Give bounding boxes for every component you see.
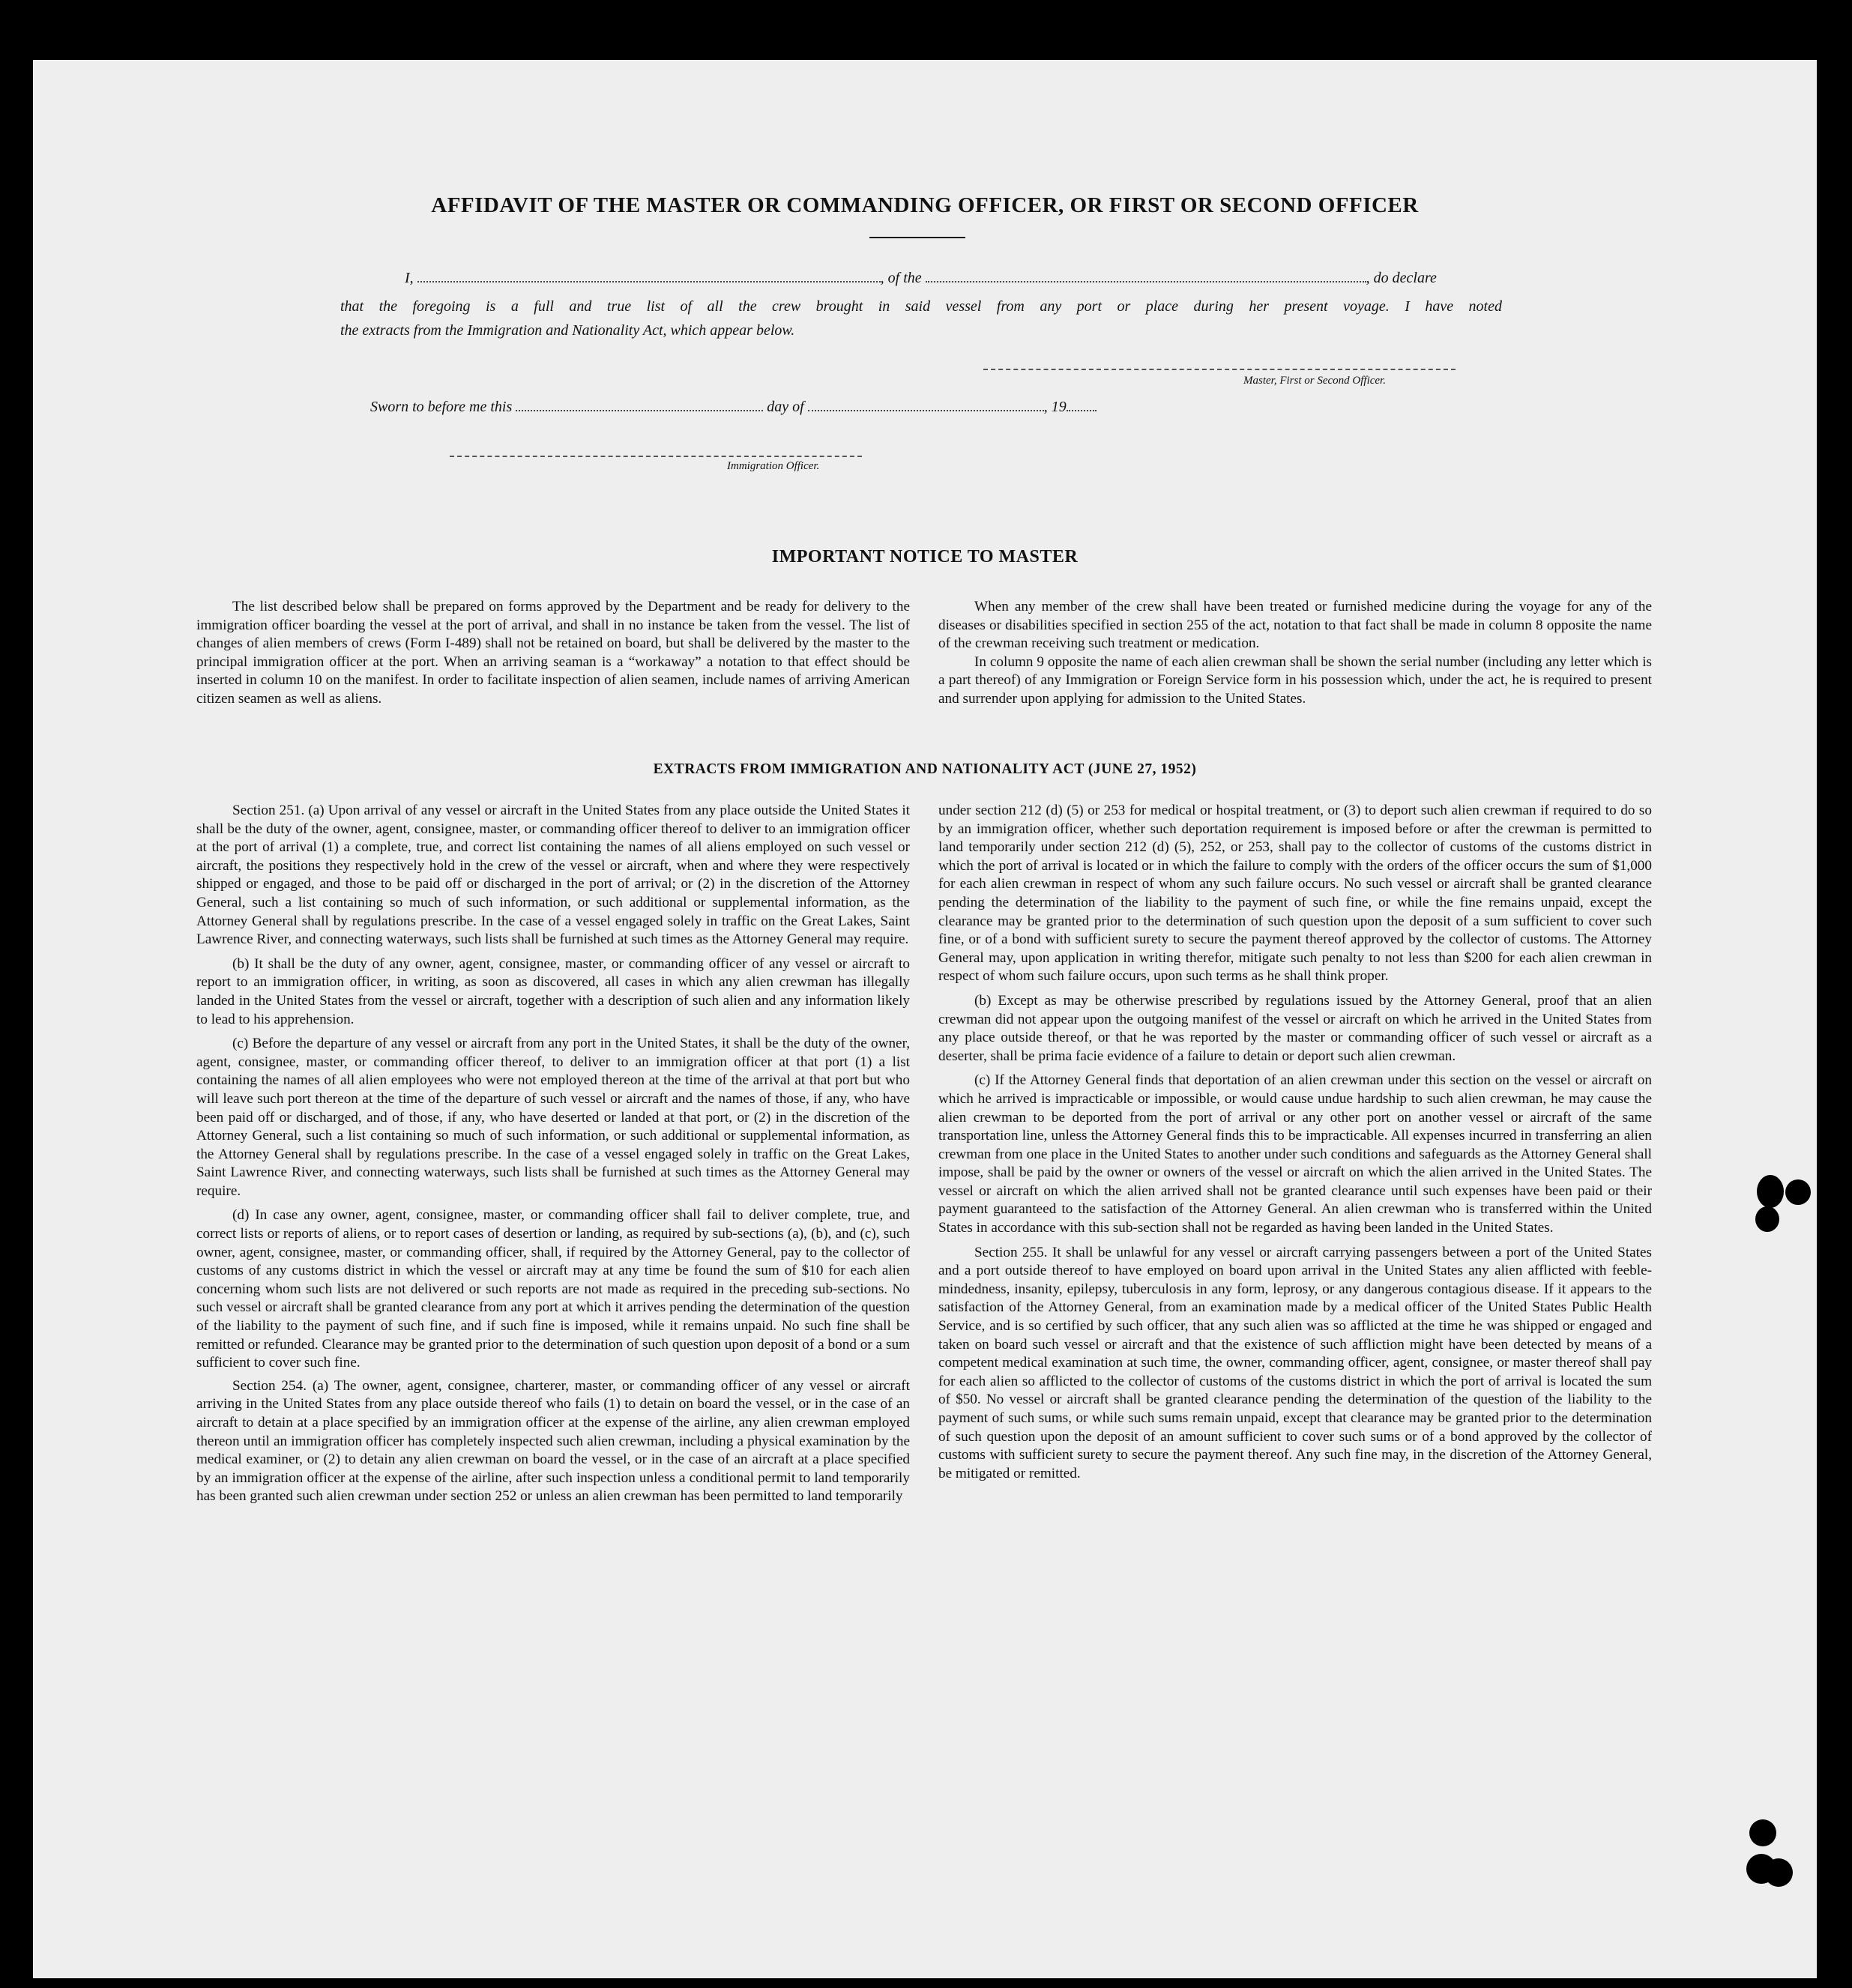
declaration-i-label: I, — [405, 270, 414, 286]
title-underline — [869, 237, 965, 238]
extracts-left-column — [196, 802, 910, 1506]
section-251b-paragraph: (b) It shall be the duty of any owner, agent, consignee, master, or commanding officer of any vessel or aircraft to report to an immigration officer, in writing, as soon as discovered, all cases in which any alien crewman has illegally landed in the United States from the vessel or aircraft, together with a description of such alien and any information likely to lead to his apprehension. — [196, 955, 910, 1027]
punch-hole — [1755, 1206, 1779, 1232]
notice-left-column — [196, 598, 910, 709]
sworn-line — [370, 399, 1097, 416]
notice-right-column — [938, 598, 1652, 709]
sworn-day-blank[interactable] — [516, 399, 763, 411]
declaration-line-1 — [405, 270, 1437, 287]
document-page — [33, 60, 1817, 1978]
declaration-line-2: that the foregoing is a full and true list of all the crew brought in said vessel from any port or place during her present voyage. I have noted — [340, 298, 1502, 315]
punch-hole — [1757, 1175, 1784, 1208]
declaration-do-declare-label: , do declare — [1366, 270, 1437, 286]
notice-title: IMPORTANT NOTICE TO MASTER — [771, 547, 1079, 567]
section-254a-paragraph: Section 254. (a) The owner, agent, consignee, charterer, master, or commanding officer of any vessel or aircraft arriving in the United States from any place outside thereof who fails (1) to detain on board the vessel, or in the case of an aircraft to detain at a place specified by an immigration officer at the expense of the airline, any alien crewman employed thereon until an immigration officer has completely inspected such alien crewman, including a physical examination by the medical examiner, or (2) to detain any alien crewman on board the vessel, or in the case of an aircraft at a place specified by an immigration officer at the expense of the airline, after such inspection unless a conditional permit to land temporarily has been granted such alien crewman under section 252 or unless an alien crewman has been permitted to land temporarily — [196, 1377, 910, 1505]
extracts-title: EXTRACTS FROM IMMIGRATION AND NATIONALITY ACT (JUNE 27, 1952) — [653, 761, 1197, 777]
notice-paragraph: In column 9 opposite the name of each alien crewman shall be shown the serial number (including any letter which is a part thereof) of any Immigration or Foreign Service form in his possession which, under the act, he is required to present and surrender upon applying for admission to the United States. — [938, 653, 1652, 707]
section-254c-paragraph: (c) If the Attorney General finds that deportation of an alien crewman under this section on the vessel or aircraft on which he arrived is impracticable or impossible, or would cause undue hardship to such alien crewman, he may cause the alien crewman to be deported from the port of arrival or any other port on another vessel or aircraft of the same transportation line, unless the Attorney General finds this to be impracticable. All expenses incurred in transferring an alien crewman from one place in the United States to another under such conditions and safeguards as the Attorney General shall impose, shall be paid by the owner or owners of the vessel or aircraft on which the alien arrived in the United States. The vessel or aircraft on which the alien arrived shall not be granted clearance until such expenses have been paid or their payment guaranteed to the satisfaction of the Attorney General. An alien crewman who is transferred within the United States in accordance with this sub-section shall not be regarded as having been landed in the United States. — [938, 1072, 1652, 1236]
notice-paragraph: The list described below shall be prepared on forms approved by the Department and be ready for delivery to the immigration officer boarding the vessel at the port of arrival, and shall in no instance be taken from the vessel. The list of changes of alien members of crews (Form I-489) shall not be retained on board, but shall be delivered by the master to the principal immigration officer at the port. When an arriving seaman is a “workaway” a notation to that effect should be inserted in column 10 on the manifest. In order to facilitate inspection of alien seamen, include names of arriving American citizen seamen as well as aliens. — [196, 599, 910, 707]
sworn-month-blank[interactable] — [808, 399, 1044, 411]
declaration-line-3: the extracts from the Immigration and Nationality Act, which appear below. — [340, 322, 795, 339]
immigration-officer-label: Immigration Officer. — [727, 460, 820, 472]
punch-hole — [1749, 1819, 1776, 1846]
extracts-right-column — [938, 802, 1652, 1483]
declaration-of-the-label: , of the — [880, 270, 922, 286]
sworn-year-blank[interactable] — [1067, 399, 1097, 411]
immigration-officer-signature-line[interactable] — [450, 456, 862, 457]
section-255-paragraph: Section 255. It shall be unlawful for any vessel or aircraft carrying passengers between a port of the United States and a port outside thereof to have employed on board upon arrival in the United States any alien afflicted with feeble-mindedness, insanity, epilepsy, tuberculosis in any form, leprosy, or any dangerous contagious disease. If it appears to the satisfaction of the Attorney General, from an examination made by a medical officer of the United States Public Health Service, and is so certified by such officer, that any such alien was so afflicted at the time he was shipped or engaged and taken on board such vessel or aircraft and that the existence of such affliction might have been detected by means of a competent medical examination at such time, the owner, commanding officer, agent, consignee, or master thereof shall pay for each alien so afflicted to the collector of customs of the customs district in which the port of arrival is located the sum of $50. No vessel or aircraft shall be granted clearance pending the determination of the question of the liability to the payment of such sums, or while such sums remain unpaid, except that clearance may be granted prior to the determination of such question upon the deposit of an amount sufficient to cover such sums or of a bond approved by the collector of customs with sufficient surety to secure the payment thereof. Any such fine may, in the discretion of the Attorney General, be mitigated or remitted. — [938, 1244, 1652, 1481]
notice-paragraph: When any member of the crew shall have been treated or furnished medicine during the voyage for any of the diseases or disabilities specified in section 255 of the act, notation to that fact shall be made in column 8 opposite the name of the crewman receiving such treatment or medication. — [938, 599, 1652, 652]
sworn-year-label: , 19 — [1043, 399, 1067, 415]
punch-hole — [1785, 1179, 1811, 1205]
name-blank[interactable] — [417, 271, 881, 283]
sworn-statement — [340, 399, 1502, 421]
section-251a-paragraph: Section 251. (a) Upon arrival of any vessel or aircraft in the United States from any place outside the United States it shall be the duty of the owner, agent, consignee, master, or commanding officer thereof to deliver to an immigration officer at the port of arrival (1) a complete, true, and correct list containing the names of all aliens employed on such vessel or aircraft, the positions they respectively hold in the crew of the vessel or aircraft, when and where they were respectively shipped or engaged, and those to be paid off or discharged in the port of arrival; or (2) in the discretion of the Attorney General, such a list containing so much of such information, or such additional or supplemental information, as the Attorney General shall by regulations prescribe. In the case of a vessel engaged solely in traffic on the Great Lakes, Saint Lawrence River, and connecting waterways, such lists shall be furnished at such times as the Attorney General may require. — [196, 803, 910, 948]
section-254b-paragraph: (b) Except as may be otherwise prescribed by regulations issued by the Attorney General, proof that an alien crewman did not appear upon the outgoing manifest of the vessel or aircraft on which he arrived in the United States from any place outside thereof, or that he was reported by the master or commanding officer of such vessel or aircraft as a deserter, shall be prima facie evidence of a failure to detain or deport such alien crewman. — [938, 992, 1652, 1064]
sworn-label: Sworn to before me this — [370, 399, 513, 415]
section-254a-continued-paragraph: under section 212 (d) (5) or 253 for medical or hospital treatment, or (3) to deport such alien crewman if required to do so by an immigration officer, whether such deportation requirement is imposed before or after the crewman is permitted to land temporarily under section 212 (d) (5), 252, or 253, shall pay to the collector of customs of the customs district in which the port of arrival is located or in which the failure to comply with the orders of the officer occurs the sum of $1,000 for each alien crewman in respect of whom any such failure occurs. No such vessel or aircraft shall be granted clearance pending the determination of the liability to the payment of such fine, or while the fine remains unpaid, except the clearance may be granted prior to the determination of such question upon the deposit of a sum sufficient to cover such fine, or of a bond with sufficient surety to secure the payment thereof approved by the collector of customs. The Attorney General may, upon application in writing therefor, mitigate such penalty to not less than $200 for each alien crewman in respect of whom such failure occurs, upon such terms as he shall think proper. — [938, 803, 1652, 985]
declaration — [340, 270, 1502, 292]
section-251c-paragraph: (c) Before the departure of any vessel or aircraft from any port in the United States, it shall be the duty of the owner, agent, consignee, master, or commanding officer thereof, to deliver to an immigration officer at that port (1) a list containing the names of all alien employees who were not employed thereon at the time of the arrival at that port but who will leave such port thereon at the time of the departure of such vessel or aircraft and the names of those, if any, who have been paid off or discharged, and of those, if any, who have deserted or landed at that port, or (2) in the discretion of the Attorney General, such a list containing so much of such information, or such additional or supplemental information, as the Attorney General shall by regulations prescribe. In the case of a vessel engaged solely in traffic on the Great Lakes, Saint Lawrence River, and connecting waterways, such lists shall be furnished at such times as the Attorney General may require. — [196, 1036, 910, 1199]
section-251d-paragraph: (d) In case any owner, agent, consignee, master, or commanding officer shall fail to deliver complete, true, and correct lists or reports of aliens, or to report cases of desertion or landing, as required by sub-sections (a), (b), and (c), such owner, agent, consignee, master, or commanding officer, shall, if required by the Attorney General, pay to the collector of customs of any customs district in which the vessel or aircraft may at any time be found the sum of $10 for each alien concerning whom such lists are not delivered or such reports are not made as required in the preceding sub-sections. No such vessel or aircraft shall be granted clearance from any port at which it arrives pending the determination of the question of the liability to the payment of such fine, and if such fine is imposed, while it remains unpaid. No such fine shall be remitted or refunded. Clearance may be granted prior to the determination of such question upon deposit of a bond or a sum sufficient to cover such fine. — [196, 1207, 910, 1371]
vessel-blank[interactable] — [926, 271, 1366, 283]
punch-hole — [1764, 1858, 1793, 1887]
master-signature-line[interactable] — [983, 369, 1456, 370]
affidavit-title: AFFIDAVIT OF THE MASTER OR COMMANDING OFFICER, OR FIRST OR SECOND OFFICER — [431, 193, 1419, 217]
master-signature-label: Master, First or Second Officer. — [1243, 375, 1386, 387]
sworn-day-of-label: day of — [767, 399, 804, 415]
